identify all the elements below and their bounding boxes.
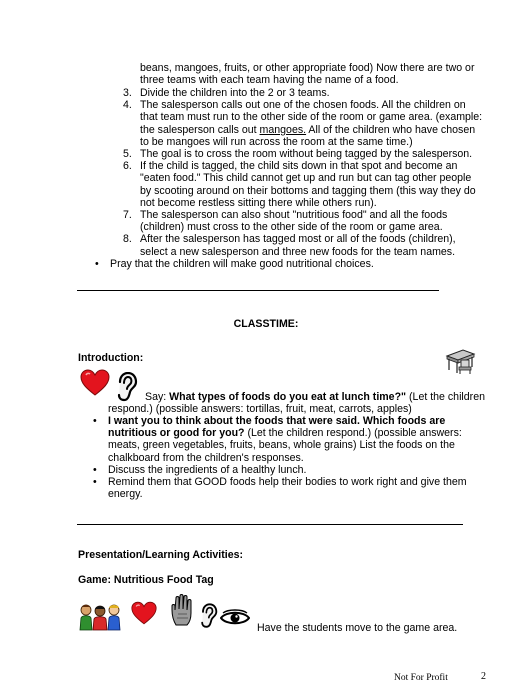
step-item: 7. The salesperson can also shout "nutritious food" and all the foods (children) must cross to the other side of the room or game area.	[123, 209, 448, 234]
footer-text: Not For Profit	[394, 673, 448, 683]
introduction-heading: Introduction:	[78, 352, 144, 364]
hand-icon	[170, 594, 194, 626]
page-number: 2	[481, 671, 486, 682]
heart-icon	[80, 369, 110, 396]
game-steps-list	[123, 87, 485, 258]
step-item: 4. The salesperson calls out one of the chosen foods. All the children on that team must run to the other side of the room or game area. (example: the salesperson calls out mangoes. All of the children who have chosen to be mangoes will run across the room at the same time.)	[123, 99, 483, 148]
step-item: 6. If the child is tagged, the child sits down in that spot and become an "eaten food." This child cannot get up and run but can tag other people by scooting around on their bottoms and tagging them (this way they do not become restless sitting there while others run).	[123, 160, 476, 209]
move-instruction: Have the students move to the game area.	[257, 622, 458, 634]
section-divider	[77, 524, 463, 525]
classtime-heading: CLASSTIME:	[233, 318, 299, 330]
intro-bullets	[93, 415, 488, 501]
step-item: 8. After the salesperson has tagged most or all of the foods (children), select a new salesperson and three new foods for the team names.	[123, 233, 456, 258]
presentation-heading: Presentation/Learning Activities:	[78, 549, 244, 561]
underlined-word: mangoes.	[259, 123, 307, 136]
heart-icon	[131, 601, 157, 625]
list-item: • I want you to think about the foods that were said. Which foods are nutritious or good for you? (Let the children respond.) (possible answers: meats, green vegetables, fruits, beans, whole grains) List the foods on the chalkboard from the children's responses.	[93, 415, 462, 464]
say-paragraph: Say: What types of foods do you eat at lunch time?" (Let the children respond.) (possible answers: tortillas, fruit, meat, carrots, apples)	[108, 391, 485, 416]
eye-icon	[220, 609, 250, 627]
ear-icon	[198, 603, 218, 629]
game-heading: Game: Nutritious Food Tag	[78, 574, 214, 586]
list-item: • Discuss the ingredients of a healthy lunch.	[93, 463, 307, 476]
step-item: 5. The goal is to cross the room without being tagged by the salesperson.	[123, 148, 473, 161]
pray-bullet: • Pray that the children will make good nutritional choices.	[95, 258, 374, 270]
say-question: What types of foods do you eat at lunch time?"	[169, 391, 407, 403]
step-item: 3. Divide the children into the 2 or 3 teams.	[123, 87, 330, 99]
step-continuation: beans, mangoes, fruits, or other appropriate food) Now there are two or three teams with each team having the name of a food.	[140, 62, 475, 87]
desk-icon	[444, 347, 476, 375]
section-divider	[77, 290, 439, 291]
list-item: • Remind them that GOOD foods help their bodies to work right and give them energy.	[93, 476, 467, 501]
children-icon	[78, 602, 122, 632]
